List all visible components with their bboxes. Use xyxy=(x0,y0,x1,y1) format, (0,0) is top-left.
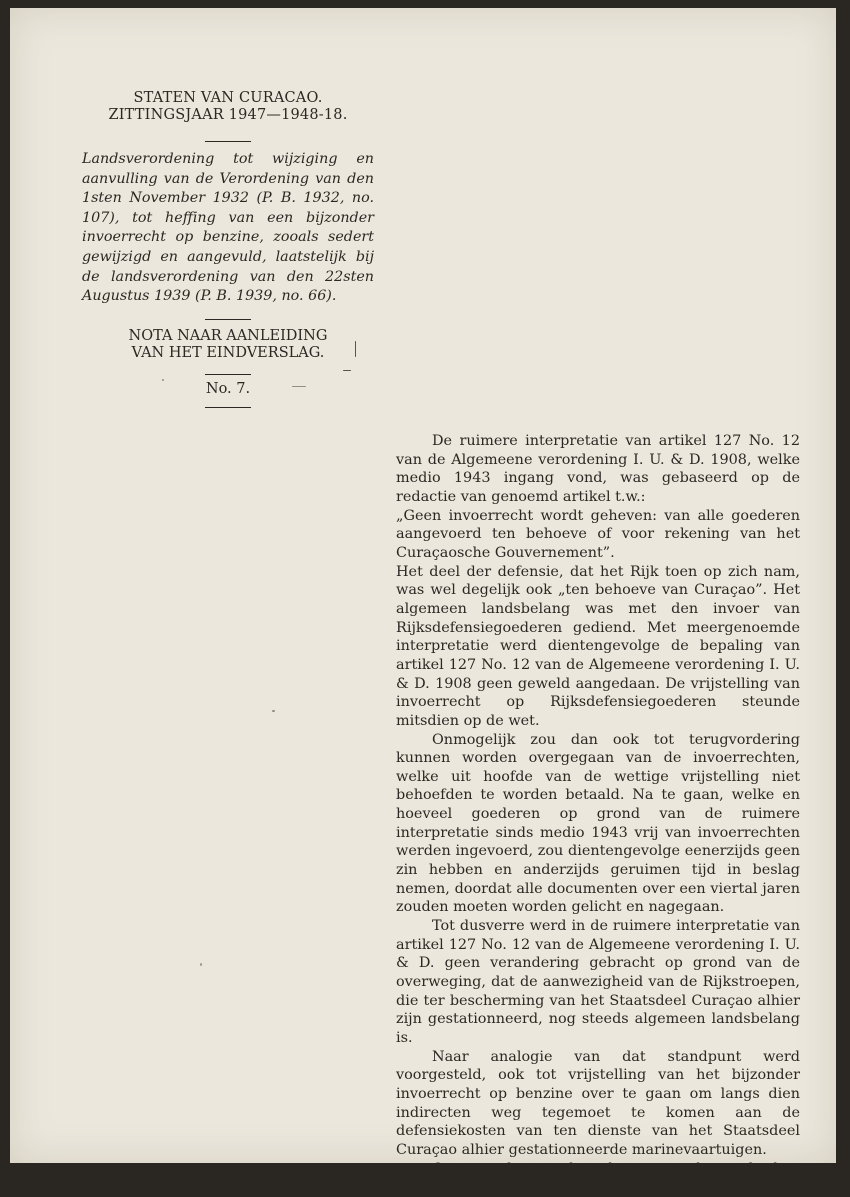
paragraph-3: Het deel der defensie, dat het Rijk toen op zich nam, was wel degelijk ook „ten behoeve van Curaçao”. Het algemeen landsbelang was met den invoer van Rijksdefensiegoederen gediend. Met meergenoemde interpretatie werd dientengevolge de bepaling van artikel 127 No. 12 van de Algemeene verordening I. U. & D. 1908 geen geweld aangedaan. De vrijstelling van invoerrecht op Rijksdefensiegoederen steunde mitsdien op de wet. xyxy=(396,563,800,729)
paragraph-4: Onmogelijk zou dan ook tot terugvordering kunnen worden overgegaan van de invoerrechten, welke uit hoofde van de wettige vrijstelling niet behoefden te worden betaald. Na te gaan, welke en hoeveel goederen op grond van de ruimere interpretatie sinds medio 1943 vrij van invoerrechten werden ingevoerd, zou dientengevolge eenerzijds geen zin hebben en anderzijds geruimen tijd in beslag nemen, doordat alle documenten over een viertal jaren zouden moeten worden gelicht en nagegaan. xyxy=(396,731,800,916)
scan-mark xyxy=(343,370,351,371)
paragraph-1: De ruimere interpretatie van artikel 127 No. 12 van de Algemeene verordening I. U. & D. 1908, welke medio 1943 ingang vond, was gebaseerd op de redactie van genoemd artikel t.w.: xyxy=(396,433,800,505)
divider xyxy=(205,407,251,408)
scan-mark xyxy=(355,341,356,357)
paragraph-5: Tot dusverre werd in de ruimere interpretatie van artikel 127 No. 12 van de Algemeene verordening I. U. & D. geen verandering gebracht op grond van de overweging, dat de aanwezigheid van de Rijkstroepen, die ter bescherming van het Staatsdeel Curaçao alhier zijn gestationneerd, nog steeds algemeen landsbelang is. xyxy=(396,918,800,1046)
paragraph-2: „Geen invoerrecht wordt geheven: van alle goederen aangevoerd ten behoeve of voor rekening van het Curaçaosche Gouvernement”. xyxy=(396,507,800,561)
scan-mark xyxy=(292,386,306,387)
nota-title-line2: VAN HET EINDVERSLAG. xyxy=(131,344,325,361)
header-title: STATEN VAN CURACAO. xyxy=(133,90,323,106)
divider xyxy=(205,319,251,320)
divider xyxy=(205,141,251,142)
scan-mark xyxy=(272,710,275,712)
nota-title-line1: NOTA NAAR AANLEIDING xyxy=(128,327,328,344)
divider xyxy=(205,374,251,375)
paragraph-6: Naar analogie van dat standpunt werd voorgesteld, ook tot vrijstelling van het bijzonder invoerrecht op benzine over te gaan om langs dien indirecten weg tegemoet te komen aan de defensiekosten van ten dienste van het Staatsdeel Curaçao alhier gestationneerde marinevaartuigen. xyxy=(396,1048,800,1158)
ordinance-subject: Landsverordening tot wijziging en aanvulling van de Verordening van den 1sten November 1932 (P. B. 1932, no. 107), tot heffing van een bijzonder invoerrecht op benzine, zooals sedert gewijzigd en aangevuld, laatstelijk bij de landsverordening van den 22sten Augustus 1939 (P. B. 1939, no. 66). xyxy=(82,151,374,305)
document-page xyxy=(10,8,836,1196)
left-column xyxy=(82,90,374,408)
scan-mark xyxy=(200,963,202,966)
scan-mark xyxy=(162,379,164,381)
body-text xyxy=(396,432,800,1197)
header-session-year: ZITTINGSJAAR 1947—1948-18. xyxy=(108,107,348,123)
document-number: No. 7. xyxy=(205,380,251,397)
paragraph-7: Op grond van het bovenstaande ontbreken onderge- xyxy=(396,1160,800,1196)
